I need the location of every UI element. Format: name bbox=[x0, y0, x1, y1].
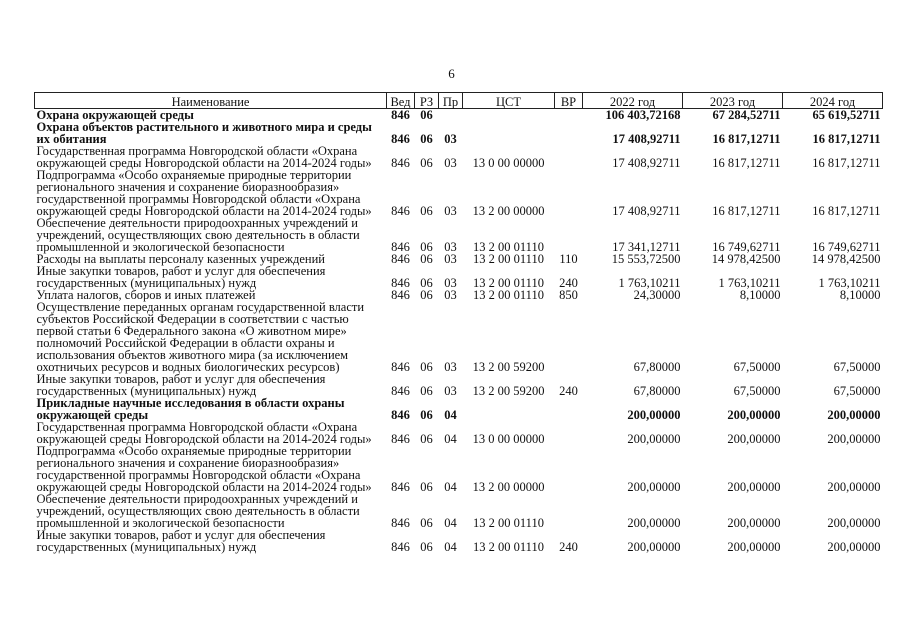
cell-pr: 03 bbox=[444, 360, 457, 374]
cell-name: Осуществление переданных органам государственной власти субъектов Российской Федерации в соответствии с частью первой статьи 6 Федерального закона «О животном мире» полномочий Российской Федерации в области охраны и использования объектов животного мира (за исключением охотничьих ресурсов и водных биологических ресурсов) bbox=[36, 300, 365, 374]
cell-name: Подпрограмма «Особо охраняемые природные территории регионального значения и сохранение биоразнообразия» государственной программы Новгородской области «Охрана окружающей среды Новгородской области на 2014-2024 годы» bbox=[36, 168, 372, 218]
cell-name: Иные закупки товаров, работ и услуг для обеспечения государственных (муниципальных) нужд bbox=[36, 372, 326, 398]
cell-ved: 846 bbox=[391, 516, 410, 530]
cell-y2022: 200,00000 bbox=[627, 516, 681, 530]
cell-rz: 06 bbox=[420, 156, 433, 170]
cell-rz: 06 bbox=[415, 109, 439, 122]
cell-y2024: 200,00000 bbox=[827, 540, 881, 554]
cell-pr: 03 bbox=[444, 288, 457, 302]
cell-y2022: 200,00000 bbox=[627, 432, 681, 446]
cell-rz: 06 bbox=[420, 132, 433, 146]
cell-y2023: 200,00000 bbox=[727, 432, 781, 446]
table-row bbox=[35, 169, 883, 217]
table-row bbox=[35, 529, 883, 553]
cell-vr bbox=[555, 493, 583, 529]
cell-pr: 03 bbox=[444, 384, 457, 398]
header-rz: РЗ bbox=[415, 93, 439, 109]
cell-cst bbox=[463, 121, 555, 145]
cell-ved: 846 bbox=[391, 276, 410, 290]
cell-y2024: 8,10000 bbox=[839, 288, 881, 302]
table-row bbox=[35, 445, 883, 493]
cell-pr: 04 bbox=[444, 432, 457, 446]
cell-cst: 13 0 00 00000 bbox=[472, 432, 545, 446]
cell-ved: 846 bbox=[391, 204, 410, 218]
budget-table bbox=[34, 92, 883, 553]
cell-cst: 13 2 00 01110 bbox=[473, 288, 544, 302]
cell-rz: 06 bbox=[420, 432, 433, 446]
header-2024: 2024 год bbox=[783, 93, 883, 109]
cell-rz: 06 bbox=[420, 288, 433, 302]
cell-pr: 03 bbox=[444, 156, 457, 170]
cell-ved: 846 bbox=[387, 109, 415, 122]
cell-vr bbox=[555, 217, 583, 253]
cell-y2023: 67 284,52711 bbox=[683, 109, 783, 122]
cell-cst: 13 2 00 00000 bbox=[472, 480, 545, 494]
cell-y2024: 16 749,62711 bbox=[812, 240, 881, 254]
cell-cst: 13 2 00 01110 bbox=[473, 252, 544, 266]
cell-vr: 110 bbox=[559, 252, 578, 266]
cell-cst: 13 2 00 59200 bbox=[472, 360, 545, 374]
cell-y2024: 200,00000 bbox=[827, 480, 881, 494]
cell-cst: 13 0 00 00000 bbox=[472, 156, 545, 170]
cell-ved: 846 bbox=[391, 480, 410, 494]
cell-rz: 06 bbox=[420, 480, 433, 494]
cell-vr bbox=[555, 109, 583, 122]
cell-y2023: 200,00000 bbox=[727, 480, 781, 494]
cell-pr: 04 bbox=[444, 480, 457, 494]
cell-pr: 04 bbox=[444, 516, 457, 530]
cell-y2024: 1 763,10211 bbox=[818, 276, 881, 290]
cell-cst: 13 2 00 01110 bbox=[473, 540, 544, 554]
cell-y2022: 200,00000 bbox=[627, 408, 681, 422]
cell-ved: 846 bbox=[391, 288, 410, 302]
cell-y2023: 14 978,42500 bbox=[711, 252, 781, 266]
cell-name: Государственная программа Новгородской области «Охрана окружающей среды Новгородской области на 2014-2024 годы» bbox=[36, 420, 372, 446]
cell-vr: 240 bbox=[559, 540, 578, 554]
cell-vr bbox=[555, 397, 583, 421]
cell-cst: 13 2 00 01110 bbox=[473, 516, 544, 530]
table-header-row bbox=[35, 93, 883, 109]
cell-vr bbox=[555, 445, 583, 493]
cell-y2024: 67,50000 bbox=[833, 360, 881, 374]
cell-vr bbox=[555, 121, 583, 145]
table-row bbox=[35, 301, 883, 373]
cell-y2023: 16 749,62711 bbox=[712, 240, 781, 254]
cell-y2024: 16 817,12711 bbox=[812, 204, 881, 218]
cell-pr: 04 bbox=[444, 408, 457, 422]
header-2022: 2022 год bbox=[583, 93, 683, 109]
cell-ved: 846 bbox=[391, 252, 410, 266]
cell-y2022: 67,80000 bbox=[633, 384, 681, 398]
cell-y2023: 200,00000 bbox=[727, 408, 781, 422]
cell-ved: 846 bbox=[391, 132, 410, 146]
cell-vr bbox=[555, 169, 583, 217]
cell-pr: 03 bbox=[444, 252, 457, 266]
header-vr: ВР bbox=[555, 93, 583, 109]
cell-y2024: 200,00000 bbox=[827, 516, 881, 530]
cell-y2024: 200,00000 bbox=[827, 432, 881, 446]
cell-ved: 846 bbox=[391, 432, 410, 446]
cell-cst: 13 2 00 59200 bbox=[472, 384, 545, 398]
cell-name: Обеспечение деятельности природоохранных учреждений и учреждений, осуществляющих свою деятельность в области промышленной и экологической безопасности bbox=[36, 216, 360, 254]
cell-cst: 13 2 00 01110 bbox=[473, 276, 544, 290]
cell-vr: 240 bbox=[559, 384, 578, 398]
cell-rz: 06 bbox=[420, 540, 433, 554]
cell-name: Охрана окружающей среды bbox=[35, 109, 387, 122]
table-row bbox=[35, 373, 883, 397]
cell-ved: 846 bbox=[391, 408, 410, 422]
cell-name: Подпрограмма «Особо охраняемые природные территории регионального значения и сохранение биоразнообразия» государственной программы Новгородской области «Охрана окружающей среды Новгородской области на 2014-2024 годы» bbox=[36, 444, 372, 494]
table-row bbox=[35, 397, 883, 421]
cell-rz: 06 bbox=[420, 360, 433, 374]
cell-rz: 06 bbox=[420, 384, 433, 398]
header-name: Наименование bbox=[35, 93, 387, 109]
cell-y2023: 1 763,10211 bbox=[718, 276, 781, 290]
cell-rz: 06 bbox=[420, 240, 433, 254]
cell-y2022: 200,00000 bbox=[627, 480, 681, 494]
cell-vr: 850 bbox=[559, 288, 578, 302]
cell-y2024: 67,50000 bbox=[833, 384, 881, 398]
cell-rz: 06 bbox=[420, 408, 433, 422]
cell-y2023: 16 817,12711 bbox=[712, 204, 781, 218]
cell-name: Охрана объектов растительного и животного мира и среды их обитания bbox=[36, 120, 372, 146]
cell-y2023: 67,50000 bbox=[733, 360, 781, 374]
table-row bbox=[35, 265, 883, 289]
cell-y2023: 200,00000 bbox=[727, 516, 781, 530]
cell-y2023: 67,50000 bbox=[733, 384, 781, 398]
table-row bbox=[35, 145, 883, 169]
cell-vr bbox=[555, 301, 583, 373]
cell-y2024: 16 817,12711 bbox=[812, 156, 881, 170]
cell-ved: 846 bbox=[391, 540, 410, 554]
header-ved: Вед bbox=[387, 93, 415, 109]
table-row bbox=[35, 493, 883, 529]
cell-y2022: 17 408,92711 bbox=[612, 156, 681, 170]
table-body bbox=[35, 109, 883, 554]
table-row bbox=[35, 421, 883, 445]
cell-ved: 846 bbox=[391, 360, 410, 374]
table-row bbox=[35, 121, 883, 145]
cell-rz: 06 bbox=[420, 204, 433, 218]
cell-name: Уплата налогов, сборов и иных платежей bbox=[36, 288, 256, 302]
cell-y2022: 17 408,92711 bbox=[612, 204, 681, 218]
cell-pr: 03 bbox=[444, 240, 457, 254]
cell-y2022: 17 408,92711 bbox=[612, 132, 681, 146]
cell-name: Иные закупки товаров, работ и услуг для обеспечения государственных (муниципальных) нужд bbox=[36, 264, 326, 290]
cell-y2022: 200,00000 bbox=[627, 540, 681, 554]
cell-cst: 13 2 00 00000 bbox=[472, 204, 545, 218]
header-2023: 2023 год bbox=[683, 93, 783, 109]
cell-y2023: 16 817,12711 bbox=[712, 156, 781, 170]
cell-pr: 04 bbox=[444, 540, 457, 554]
cell-name: Государственная программа Новгородской области «Охрана окружающей среды Новгородской области на 2014-2024 годы» bbox=[36, 144, 372, 170]
cell-y2022: 24,30000 bbox=[633, 288, 681, 302]
cell-vr bbox=[555, 145, 583, 169]
cell-name: Расходы на выплаты персоналу казенных учреждений bbox=[36, 252, 325, 266]
cell-cst: 13 2 00 01110 bbox=[473, 240, 544, 254]
cell-y2022: 15 553,72500 bbox=[611, 252, 681, 266]
cell-rz: 06 bbox=[420, 276, 433, 290]
cell-y2022: 106 403,72168 bbox=[583, 109, 683, 122]
cell-y2024: 14 978,42500 bbox=[811, 252, 881, 266]
cell-cst bbox=[463, 397, 555, 421]
cell-name: Обеспечение деятельности природоохранных учреждений и учреждений, осуществляющих свою деятельность в области промышленной и экологической безопасности bbox=[36, 492, 360, 530]
cell-rz: 06 bbox=[420, 516, 433, 530]
cell-name: Иные закупки товаров, работ и услуг для обеспечения государственных (муниципальных) нужд bbox=[36, 528, 326, 554]
cell-y2023: 16 817,12711 bbox=[712, 132, 781, 146]
cell-ved: 846 bbox=[391, 240, 410, 254]
cell-y2022: 17 341,12711 bbox=[612, 240, 681, 254]
cell-y2022: 1 763,10211 bbox=[618, 276, 681, 290]
table-row bbox=[35, 217, 883, 253]
cell-pr: 03 bbox=[444, 204, 457, 218]
cell-pr: 03 bbox=[444, 276, 457, 290]
cell-ved: 846 bbox=[391, 156, 410, 170]
cell-y2022: 67,80000 bbox=[633, 360, 681, 374]
cell-y2024: 16 817,12711 bbox=[812, 132, 881, 146]
cell-rz: 06 bbox=[420, 252, 433, 266]
cell-y2023: 8,10000 bbox=[739, 288, 781, 302]
cell-vr: 240 bbox=[559, 276, 578, 290]
cell-y2023: 200,00000 bbox=[727, 540, 781, 554]
page-number: 6 bbox=[448, 66, 455, 81]
header-cst: ЦСТ bbox=[463, 93, 555, 109]
cell-pr: 03 bbox=[444, 132, 457, 146]
header-pr: Пр bbox=[439, 93, 463, 109]
cell-name: Прикладные научные исследования в области охраны окружающей среды bbox=[36, 396, 345, 422]
cell-y2024: 65 619,52711 bbox=[783, 109, 883, 122]
cell-y2024: 200,00000 bbox=[827, 408, 881, 422]
cell-vr bbox=[555, 421, 583, 445]
cell-ved: 846 bbox=[391, 384, 410, 398]
cell-pr bbox=[439, 109, 463, 122]
cell-cst bbox=[463, 109, 555, 122]
